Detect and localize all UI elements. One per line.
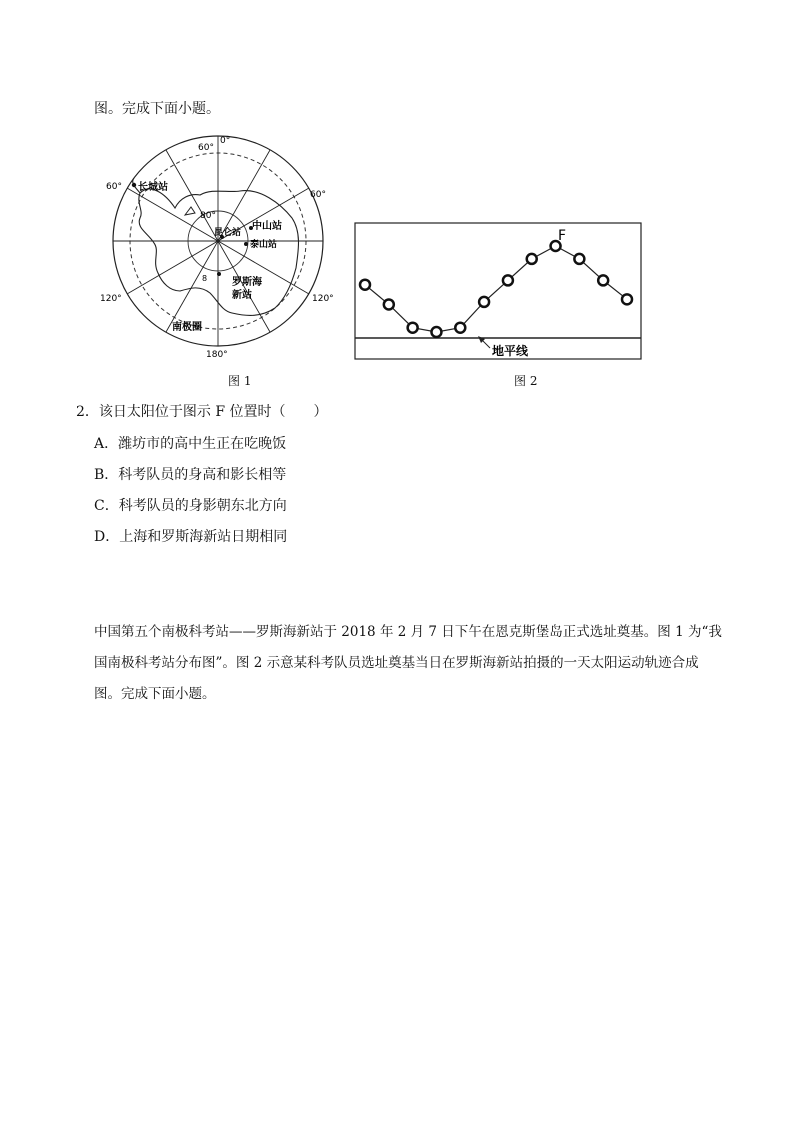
figure1-antarctic-map <box>100 133 340 365</box>
intro-continuation-text: 图。完成下面小题。 <box>94 101 220 117</box>
label-120deg-left: 120° <box>100 294 122 304</box>
sun-markers <box>360 241 632 337</box>
label-80deg: 80° <box>200 211 216 221</box>
figure2-caption: 图 2 <box>514 374 538 388</box>
option-c: C．科考队员的身影朝东北方向 <box>94 498 287 514</box>
sun-track-line <box>365 246 627 332</box>
small-island <box>185 207 195 215</box>
label-zhongshan: 中山站 <box>252 221 282 232</box>
label-60deg-right: 60° <box>310 190 326 200</box>
meridian-lines <box>113 136 323 346</box>
sun-marker <box>527 254 537 264</box>
sun-marker <box>503 275 513 285</box>
sun-marker <box>360 280 370 290</box>
passage-line-3: 图。完成下面小题。 <box>94 686 216 702</box>
sun-marker <box>574 254 584 264</box>
label-taishan: 泰山站 <box>250 240 278 250</box>
label-lon-8: 8 <box>202 274 208 283</box>
label-60deg-top: 60° <box>198 143 214 153</box>
passage-line-2: 国南极科考站分布图”。图 2 示意某科考队员选址奠基当日在罗斯海新站拍摄的一天太阳运动轨迹合成 <box>94 655 699 671</box>
sun-marker <box>384 299 394 309</box>
label-0deg: 0° <box>220 136 231 146</box>
taishan-dot <box>244 242 248 246</box>
option-a: A．潍坊市的高中生正在吃晚饭 <box>94 436 287 452</box>
sun-marker <box>455 323 465 333</box>
label-xinzhan: 新站 <box>232 290 252 301</box>
label-horizon: 地平线 <box>492 344 529 358</box>
figure1-caption: 图 1 <box>228 374 252 388</box>
label-changcheng: 长城站 <box>138 182 168 193</box>
changcheng-dot <box>132 183 136 187</box>
label-f: F <box>558 228 567 244</box>
sun-marker <box>622 294 632 304</box>
horizon-arrow-line <box>482 340 490 348</box>
luosihai-dot <box>217 272 221 276</box>
sun-marker <box>598 275 608 285</box>
option-b: B．科考队员的身高和影长相等 <box>94 467 287 483</box>
sun-marker <box>479 297 489 307</box>
label-luosihai: 罗斯海 <box>232 277 262 288</box>
label-180deg: 180° <box>206 350 228 360</box>
sun-marker <box>431 327 441 337</box>
label-120deg-right: 120° <box>312 294 334 304</box>
option-d: D．上海和罗斯海新站日期相同 <box>94 529 288 545</box>
sun-marker <box>408 323 418 333</box>
label-60deg-left: 60° <box>106 182 122 192</box>
label-kunlun: 昆仑站 <box>214 228 242 238</box>
label-nanjiquan: 南极圈 <box>172 322 202 333</box>
figure2-sun-path <box>354 222 644 362</box>
question-stem: 2．该日太阳位于图示 F 位置时（ ） <box>76 404 328 420</box>
passage-line-1: 中国第五个南极科考站——罗斯海新站于 2018 年 2 月 7 日下午在恩克斯堡岛正式选址奠基。图 1 为“我 <box>94 624 722 640</box>
